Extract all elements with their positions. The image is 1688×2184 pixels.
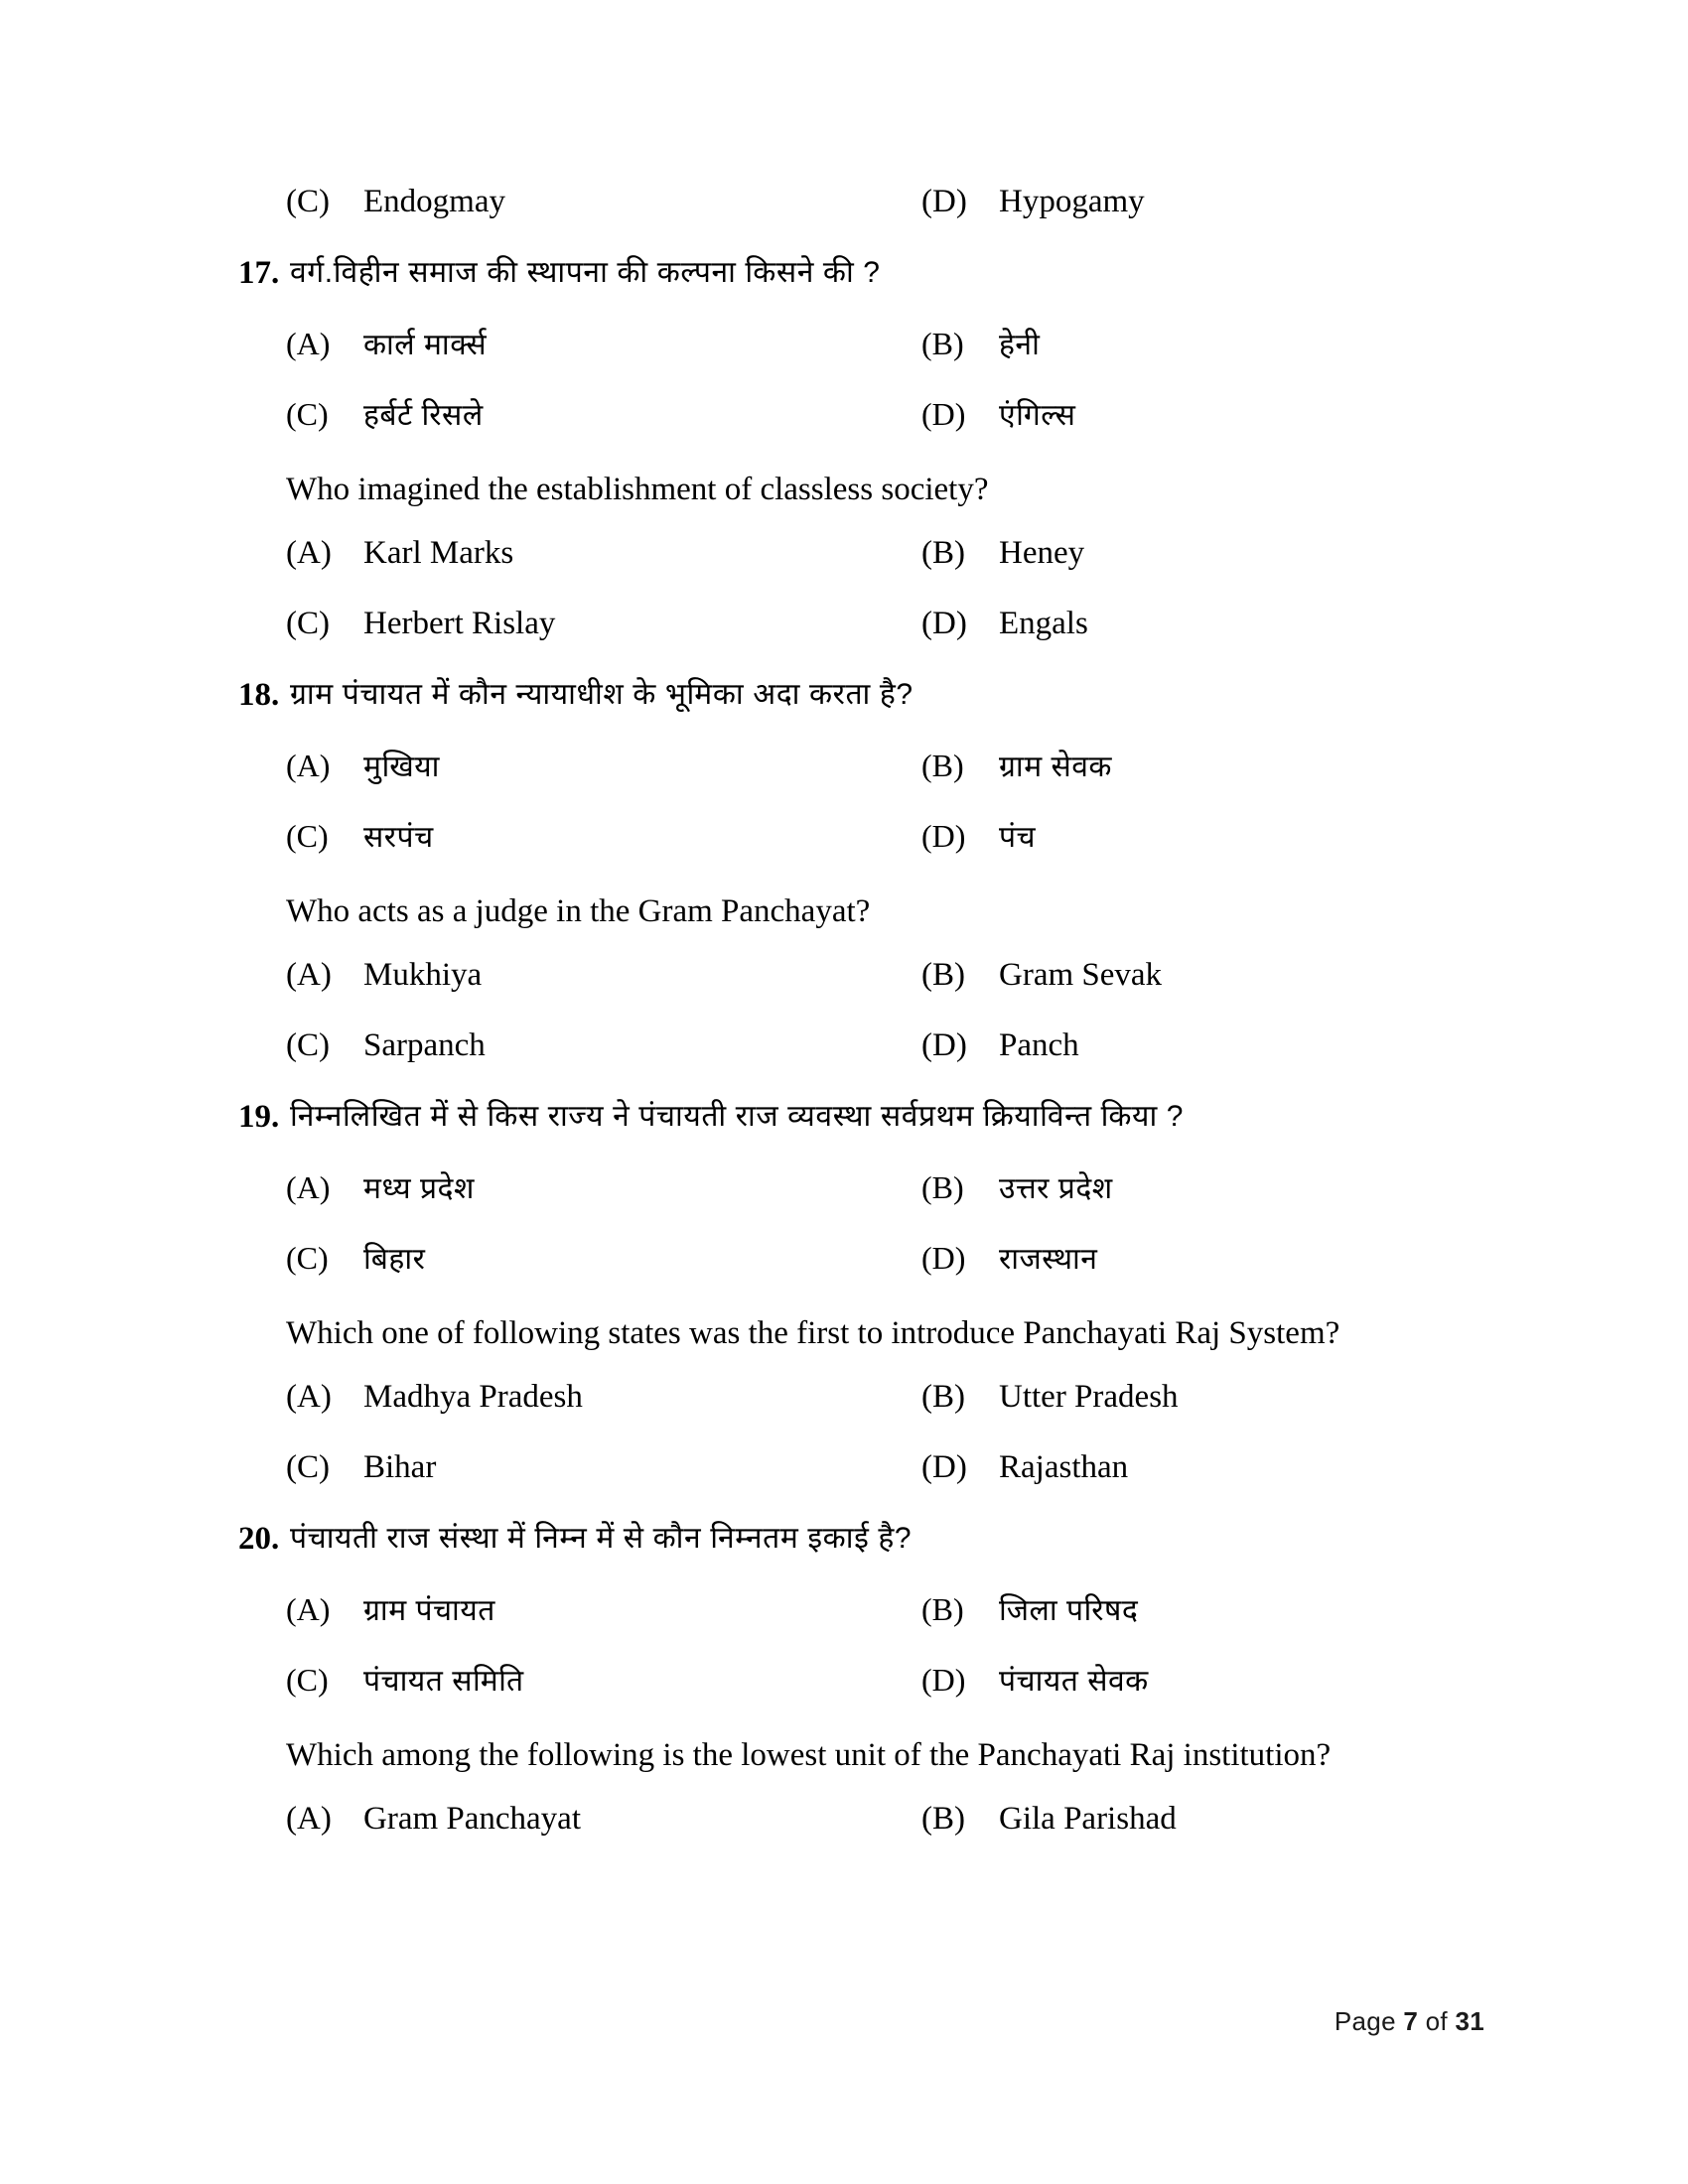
option-row-ab-hindi xyxy=(238,1160,1479,1225)
option-c-english xyxy=(238,1439,872,1495)
option-text-d: राजस्थान xyxy=(999,1243,1098,1276)
option-label-c: (C) xyxy=(286,1662,329,1698)
option-a-english xyxy=(238,1369,872,1425)
footer-prefix: Page xyxy=(1334,2006,1404,2036)
option-text-a: Karl Marks xyxy=(363,535,514,571)
option-text-b: Heney xyxy=(999,535,1085,571)
option-label-b: (B) xyxy=(921,1801,965,1837)
option-row-ab-hindi xyxy=(238,738,1479,803)
option-row-cd-hindi xyxy=(238,386,1479,452)
option-label-d: (D) xyxy=(921,1662,966,1698)
option-row-ab-hindi xyxy=(238,1581,1479,1647)
option-d-hindi xyxy=(872,1230,1477,1288)
option-text-a: Madhya Pradesh xyxy=(363,1379,583,1415)
option-d-hindi xyxy=(872,808,1477,866)
question-text-english: Who imagined the establishment of classless society? xyxy=(286,472,989,507)
option-label-d: (D) xyxy=(921,1240,966,1276)
option-text-b: ग्राम सेवक xyxy=(999,751,1112,783)
option-a-hindi xyxy=(238,1581,872,1639)
question-number: 18. xyxy=(238,677,280,713)
option-c-hindi xyxy=(238,1652,872,1709)
option-c-english xyxy=(238,1018,872,1073)
option-label-d: (D) xyxy=(921,818,966,854)
option-c-hindi xyxy=(238,808,872,866)
option-row-ab-english xyxy=(238,1369,1479,1434)
question-text-hindi: वर्ग.विहीन समाज की स्थापना की कल्पना किसने की ? xyxy=(290,256,881,289)
option-row-ab-english xyxy=(238,1791,1479,1856)
option-label-a: (A) xyxy=(286,1169,331,1205)
option-row-cd-hindi xyxy=(238,808,1479,874)
question-block-20 xyxy=(238,1510,1479,1856)
option-b-english xyxy=(872,1791,1477,1846)
option-label-c: (C) xyxy=(286,818,329,854)
option-a-english xyxy=(238,1791,872,1846)
option-label-c: (C) xyxy=(286,184,330,219)
option-label-b: (B) xyxy=(921,957,965,993)
option-label-c: (C) xyxy=(286,396,329,432)
option-text-a: Gram Panchayat xyxy=(363,1801,581,1837)
option-text-d: पंचायत सेवक xyxy=(999,1665,1149,1698)
option-label-b: (B) xyxy=(921,326,964,361)
option-row-cd-english xyxy=(238,596,1479,661)
option-text-a: कार्ल मार्क्स xyxy=(363,329,488,361)
option-text-d: पंच xyxy=(999,821,1037,854)
option-c xyxy=(238,174,872,229)
option-a-hindi xyxy=(238,316,872,373)
question-text-english: Who acts as a judge in the Gram Panchayat? xyxy=(286,893,871,929)
option-text-c: पंचायत समिति xyxy=(363,1665,524,1698)
option-d xyxy=(872,174,1477,229)
option-label-c: (C) xyxy=(286,1449,330,1485)
option-b-hindi xyxy=(872,1581,1477,1639)
option-text-b: उत्तर प्रदेश xyxy=(999,1172,1113,1205)
option-label-d: (D) xyxy=(921,606,967,641)
question-stem-hindi xyxy=(238,1510,1479,1575)
option-label-b: (B) xyxy=(921,535,965,571)
question-stem-hindi xyxy=(238,244,1479,310)
option-text-d: Rajasthan xyxy=(999,1449,1129,1485)
option-text-c: Endogmay xyxy=(363,184,505,219)
option-text-c: Bihar xyxy=(363,1449,437,1485)
option-text-d: एंगिल्स xyxy=(999,399,1076,432)
option-label-a: (A) xyxy=(286,1379,332,1415)
option-label-a: (A) xyxy=(286,326,331,361)
option-b-english xyxy=(872,947,1477,1003)
question-text-hindi: निम्नलिखित में से किस राज्य ने पंचायती राज व्यवस्था सर्वप्रथम क्रियाविन्त किया ? xyxy=(290,1100,1185,1133)
question-stem-hindi xyxy=(238,666,1479,732)
option-label-d: (D) xyxy=(921,1027,967,1063)
footer-page-number: 7 xyxy=(1403,2006,1419,2036)
question-stem-hindi xyxy=(238,1088,1479,1154)
option-d-english xyxy=(872,1018,1477,1073)
option-text-a: मध्य प्रदेश xyxy=(363,1172,475,1205)
option-a-hindi xyxy=(238,1160,872,1217)
option-text-a: मुखिया xyxy=(363,751,440,783)
option-text-d: Engals xyxy=(999,606,1088,641)
option-label-a: (A) xyxy=(286,957,332,993)
option-text-b: Utter Pradesh xyxy=(999,1379,1179,1415)
page-footer xyxy=(1335,2006,1484,2037)
option-b-english xyxy=(872,1369,1477,1425)
option-text-a: ग्राम पंचायत xyxy=(363,1594,495,1627)
option-label-c: (C) xyxy=(286,1027,330,1063)
option-label-c: (C) xyxy=(286,606,330,641)
option-label-a: (A) xyxy=(286,1591,331,1627)
option-d-hindi xyxy=(872,386,1477,444)
option-a-english xyxy=(238,947,872,1003)
option-text-c: बिहार xyxy=(363,1243,426,1276)
option-a-english xyxy=(238,525,872,581)
option-c-english xyxy=(238,596,872,651)
question-block-17 xyxy=(238,244,1479,661)
option-text-b: हेनी xyxy=(999,329,1041,361)
option-c-hindi xyxy=(238,386,872,444)
option-label-c: (C) xyxy=(286,1240,329,1276)
option-text-c: Herbert Rislay xyxy=(363,606,556,641)
option-label-b: (B) xyxy=(921,1169,964,1205)
option-label-b: (B) xyxy=(921,748,964,783)
option-a-hindi xyxy=(238,738,872,795)
footer-middle: of xyxy=(1418,2006,1456,2036)
option-c-hindi xyxy=(238,1230,872,1288)
question-block-18 xyxy=(238,666,1479,1083)
option-label-d: (D) xyxy=(921,1449,967,1485)
option-text-c: हर्बर्ट रिसले xyxy=(363,399,484,432)
option-label-d: (D) xyxy=(921,396,966,432)
option-b-hindi xyxy=(872,1160,1477,1217)
question-text-english: Which among the following is the lowest unit of the Panchayati Raj institution? xyxy=(286,1737,1332,1773)
option-label-b: (B) xyxy=(921,1379,965,1415)
option-text-b: जिला परिषद xyxy=(999,1594,1139,1627)
option-text-b: Gram Sevak xyxy=(999,957,1163,993)
question-block-19 xyxy=(238,1088,1479,1505)
option-label-a: (A) xyxy=(286,1801,332,1837)
option-row-cd-hindi xyxy=(238,1652,1479,1717)
option-row-cd-hindi xyxy=(238,1230,1479,1296)
question-number: 20. xyxy=(238,1521,280,1557)
option-text-b: Gila Parishad xyxy=(999,1801,1177,1837)
option-text-c: Sarpanch xyxy=(363,1027,486,1063)
option-label-a: (A) xyxy=(286,748,331,783)
option-label-b: (B) xyxy=(921,1591,964,1627)
question-text-hindi: ग्राम पंचायत में कौन न्यायाधीश के भूमिका अदा करता है? xyxy=(290,678,914,711)
footer-total-pages: 31 xyxy=(1455,2006,1484,2036)
option-b-english xyxy=(872,525,1477,581)
question-text-hindi: पंचायती राज संस्था में निम्न में से कौन निम्नतम इकाई है? xyxy=(290,1522,913,1555)
option-row-ab-english xyxy=(238,947,1479,1013)
option-label-d: (D) xyxy=(921,184,967,219)
question-number: 17. xyxy=(238,255,280,291)
option-text-a: Mukhiya xyxy=(363,957,483,993)
option-d-english xyxy=(872,596,1477,651)
page-content xyxy=(238,174,1479,1856)
option-b-hindi xyxy=(872,316,1477,373)
option-row-cd-english xyxy=(238,1439,1479,1505)
option-text-c: सरपंच xyxy=(363,821,434,854)
option-text-d: Hypogamy xyxy=(999,184,1145,219)
option-text-d: Panch xyxy=(999,1027,1079,1063)
option-label-a: (A) xyxy=(286,535,332,571)
carryover-option-row xyxy=(238,174,1479,239)
option-b-hindi xyxy=(872,738,1477,795)
option-row-ab-hindi xyxy=(238,316,1479,381)
option-d-hindi xyxy=(872,1652,1477,1709)
option-row-ab-english xyxy=(238,525,1479,591)
option-row-cd-english xyxy=(238,1018,1479,1083)
question-number: 19. xyxy=(238,1099,280,1135)
question-text-english: Which one of following states was the first to introduce Panchayati Raj System? xyxy=(286,1315,1340,1351)
option-d-english xyxy=(872,1439,1477,1495)
